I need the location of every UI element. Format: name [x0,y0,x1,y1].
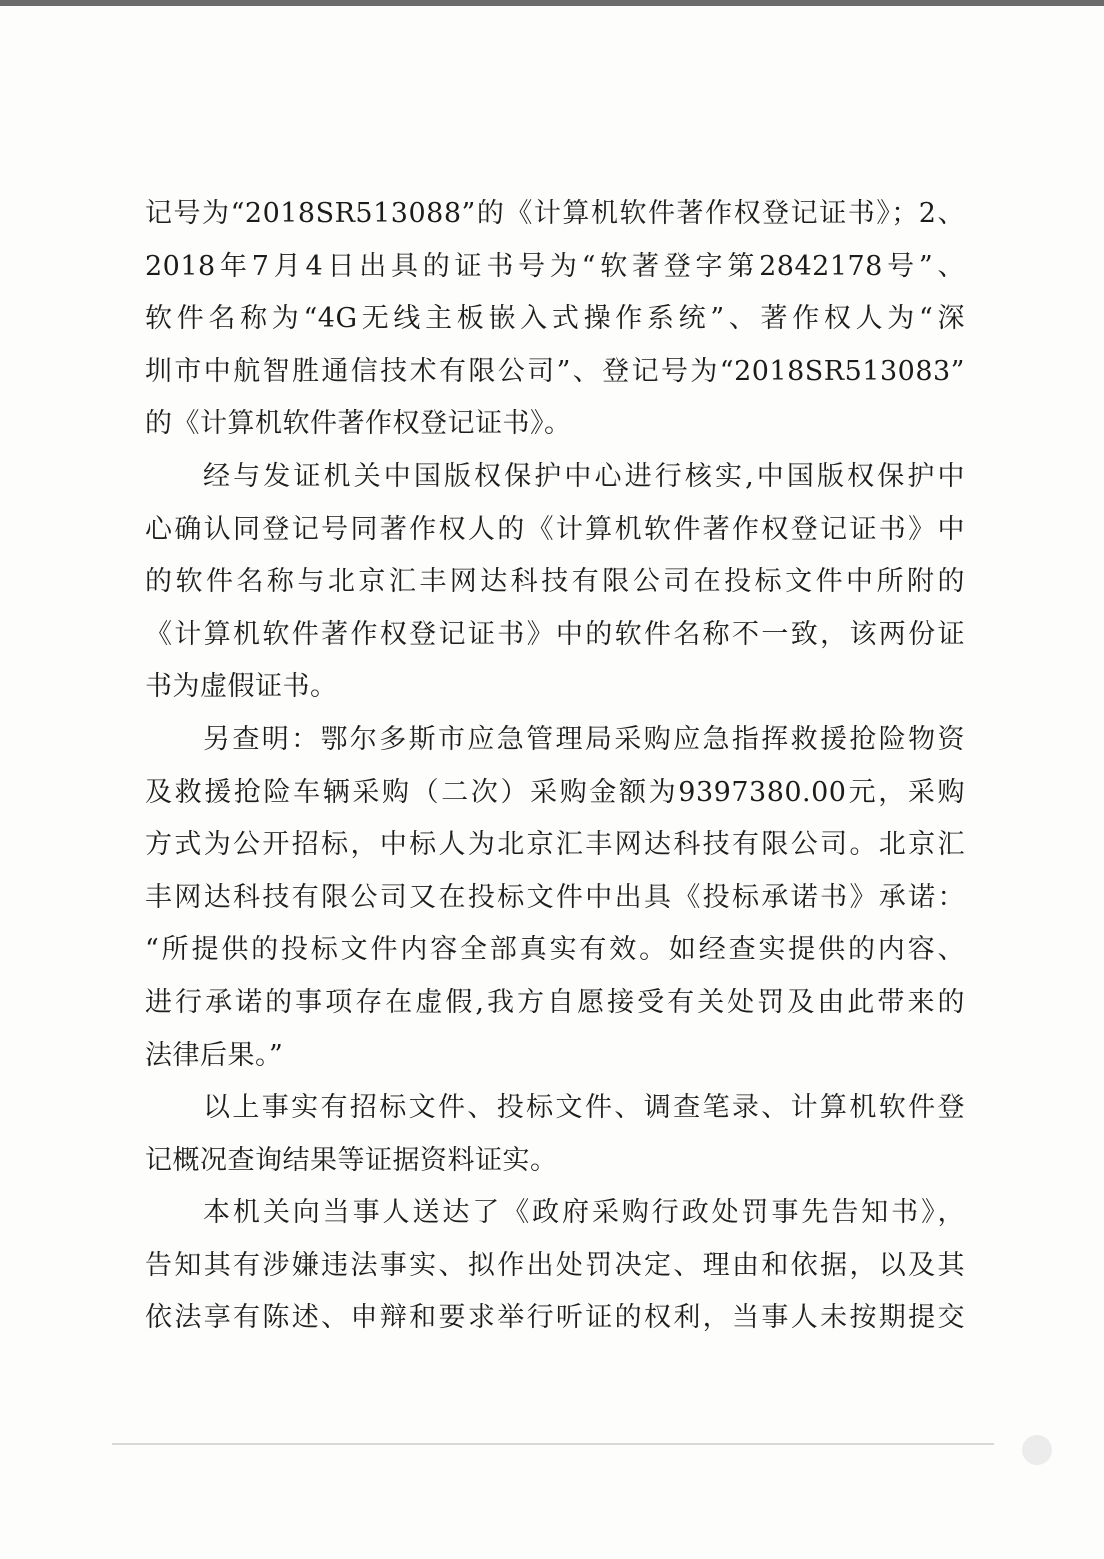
text-line: 记号为“2018SR513088”的《计算机软件著作权登记证书》；2、 [145,198,965,229]
text-line: 的《计算机软件著作权登记证书》。 [145,408,572,440]
text-line: 圳市中航智胜通信技术有限公司”、登记号为“2018SR513083” [145,355,965,387]
text-line: 书为虚假证书。 [145,671,338,703]
text-line: 方式为公开招标，中标人为北京汇丰网达科技有限公司。北京汇 [145,829,965,861]
text-line: 记概况查询结果等证据资料证实。 [145,1144,558,1176]
text-line: 告知其有涉嫌违法事实、拟作出处罚决定、理由和依据，以及其 [145,1249,965,1281]
document-body [145,188,965,1345]
text-line: 软件名称为“4G无线主板嵌入式操作系统”、著作权人为“深 [145,303,965,335]
text-line: 及救援抢险车辆采购（二次）采购金额为9397380.00元，采购 [145,776,965,808]
text-line: 丰网达科技有限公司又在投标文件中出具《投标承诺书》承诺： [145,881,965,913]
scan-mark [1022,1435,1052,1465]
scan-edge-bar [0,0,1104,6]
text-line: 依法享有陈述、申辩和要求举行听证的权利，当事人未按期提交 [145,1302,965,1334]
text-line: 2018年7月4日出具的证书号为“软著登字第2842178号”、 [145,250,965,282]
text-line: 进行承诺的事项存在虚假,我方自愿接受有关处罚及由此带来的 [145,986,965,1018]
text-line: 心确认同登记号同著作权人的《计算机软件著作权登记证书》中 [145,513,965,545]
text-line: 的软件名称与北京汇丰网达科技有限公司在投标文件中所附的 [145,566,965,598]
text-line: 经与发证机关中国版权保护中心进行核实,中国版权保护中 [203,460,965,492]
text-line: 另查明：鄂尔多斯市应急管理局采购应急指挥救援抢险物资 [203,723,965,755]
text-line: 《计算机软件著作权登记证书》中的软件名称不一致，该两份证 [145,618,965,650]
text-line: 本机关向当事人送达了《政府采购行政处罚事先告知书》， [203,1197,965,1229]
text-line: 以上事实有招标文件、投标文件、调查笔录、计算机软件登 [203,1092,965,1124]
text-line: “所提供的投标文件内容全部真实有效。如经查实提供的内容、 [145,934,965,966]
text-line: 法律后果。” [145,1039,284,1071]
bottom-rule [112,1443,994,1445]
